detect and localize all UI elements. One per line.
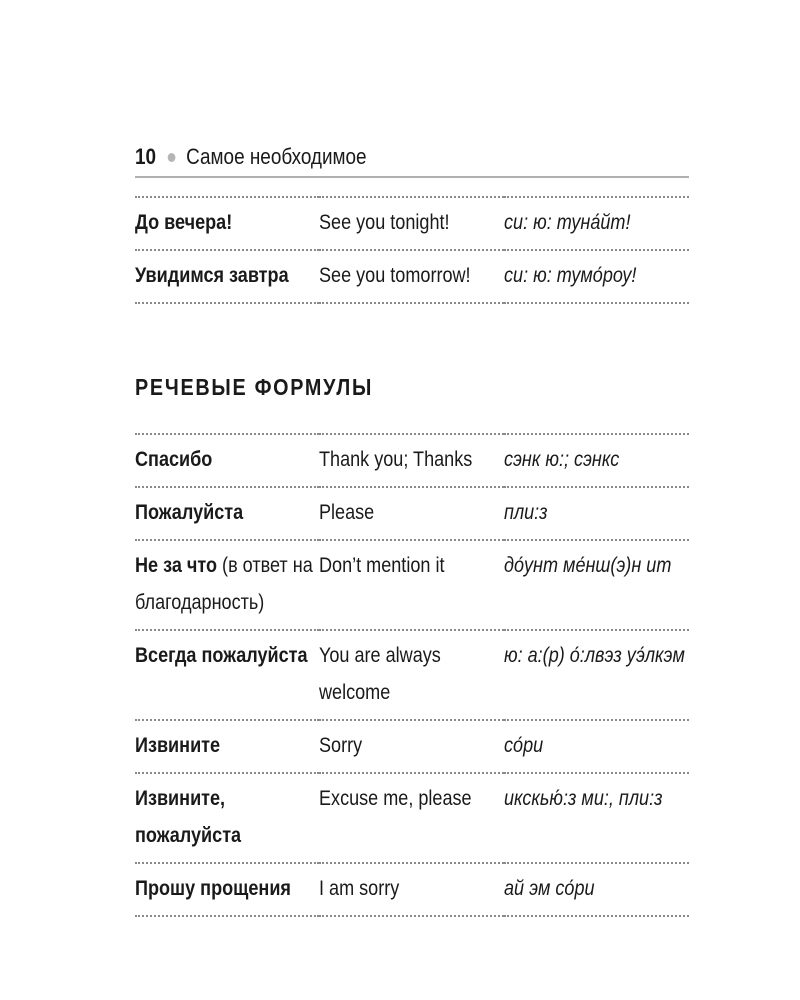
transcription-cell (504, 487, 689, 540)
russian-cell (135, 863, 319, 916)
table-row (135, 773, 689, 863)
transcription-cell (504, 863, 689, 916)
transcription: до́унт ме́нш(э)н ит (504, 554, 672, 577)
header-rule (135, 176, 689, 178)
russian-cell (135, 540, 319, 630)
russian-phrase: Извините, пожалуйста (135, 787, 242, 847)
russian-cell (135, 773, 319, 863)
transcription-cell (504, 434, 689, 487)
table-row (135, 487, 689, 540)
russian-phrase: До вечера! (135, 211, 233, 234)
table-row (135, 720, 689, 773)
table-row (135, 250, 689, 303)
table-row (135, 540, 689, 630)
russian-cell (135, 250, 319, 303)
russian-cell (135, 434, 319, 487)
english-cell (319, 720, 504, 773)
transcription: икскью́:з ми:, пли:з (504, 787, 663, 810)
transcription-cell (504, 720, 689, 773)
transcription: си: ю: туна́йт! (504, 211, 631, 234)
english-phrase: I am sorry (319, 877, 400, 900)
russian-phrase: Спасибо (135, 448, 213, 471)
transcription-cell (504, 250, 689, 303)
section-heading: РЕЧЕВЫЕ ФОРМУЛЫ (135, 374, 374, 400)
page-number: 10 (135, 144, 157, 169)
transcription-cell (504, 773, 689, 863)
russian-phrase: Извините (135, 734, 221, 757)
english-phrase: Please (319, 501, 375, 524)
table-row (135, 434, 689, 487)
transcription-cell (504, 540, 689, 630)
chapter-title: Самое необходимое (186, 144, 367, 169)
russian-phrase: Не за что (135, 554, 218, 577)
russian-phrase: Прошу прощения (135, 877, 291, 900)
english-phrase: Don’t mention it (319, 554, 445, 577)
english-cell (319, 863, 504, 916)
transcription: си: ю: тумо́роу! (504, 264, 637, 287)
russian-cell (135, 197, 319, 250)
running-head (135, 140, 611, 174)
english-cell (319, 540, 504, 630)
farewells-table (135, 196, 689, 304)
english-phrase: Thank you; Thanks (319, 448, 473, 471)
russian-phrase: Увидимся завтра (135, 264, 289, 287)
transcription: со́ри (504, 734, 544, 757)
english-phrase: Sorry (319, 734, 363, 757)
transcription: пли:з (504, 501, 548, 524)
transcription: ай эм со́ри (504, 877, 595, 900)
bullet-icon (168, 153, 176, 162)
english-cell (319, 773, 504, 863)
russian-note: (в ответ на благодарность) (135, 554, 313, 614)
english-cell (319, 197, 504, 250)
russian-cell (135, 720, 319, 773)
transcription-cell (504, 197, 689, 250)
english-cell (319, 434, 504, 487)
english-cell (319, 630, 504, 720)
russian-phrase: Всегда пожалуйста (135, 644, 308, 667)
russian-phrase: Пожалуйста (135, 501, 244, 524)
table-row (135, 863, 689, 916)
english-phrase: See you tomorrow! (319, 264, 471, 287)
table-row (135, 630, 689, 720)
phrases-table (135, 433, 689, 917)
transcription-cell (504, 630, 689, 720)
transcription: сэнк ю:; сэнкс (504, 448, 620, 471)
russian-cell (135, 487, 319, 540)
english-cell (319, 487, 504, 540)
english-cell (319, 250, 504, 303)
book-page (135, 140, 689, 917)
russian-cell (135, 630, 319, 720)
english-phrase: See you tonight! (319, 211, 450, 234)
transcription: ю: а:(р) о́:лвэз уэ́лкэм (504, 644, 685, 667)
table-row (135, 197, 689, 250)
english-phrase: Excuse me, please (319, 787, 472, 810)
english-phrase: You are always welcome (319, 644, 441, 704)
